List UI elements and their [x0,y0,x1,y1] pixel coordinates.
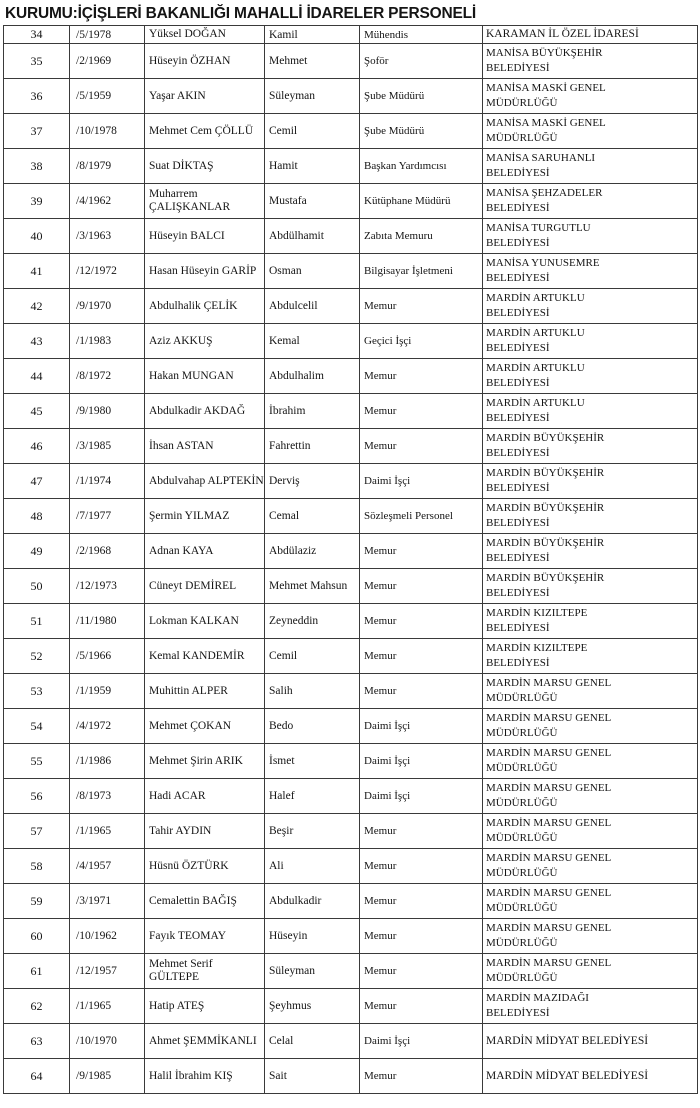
job-title-cell: Daimi İşçi [360,779,483,814]
row-number-cell: 50 [4,569,70,604]
institution-cell [483,674,698,709]
institution-cell [483,569,698,604]
job-title-cell: Mühendis [360,26,483,44]
table-row [4,324,698,359]
row-number-cell: 48 [4,499,70,534]
father-name-cell: Abdulkadir [265,884,360,919]
father-name-cell: Osman [265,254,360,289]
birth-date-cell: /11/1980 [70,604,145,639]
table-row [4,429,698,464]
full-name-cell: Mehmet Cem ÇÖLLÜ [145,114,265,149]
full-name-cell: Aziz AKKUŞ [145,324,265,359]
institution-line-2: MÜDÜRLÜĞÜ [486,937,558,949]
institution-line-2: BELEDİYESİ [486,517,550,529]
row-number-cell: 36 [4,79,70,114]
father-name-cell: Hüseyin [265,919,360,954]
row-number-cell: 52 [4,639,70,674]
full-name-cell: Mehmet ÇOKAN [145,709,265,744]
birth-date-cell: /5/1978 [70,26,145,44]
table-row [4,184,698,219]
birth-date-cell: /1/1986 [70,744,145,779]
table-row [4,254,698,289]
institution-line-1: MARDİN MAZIDAĞI [486,992,589,1004]
job-title-cell: Memur [360,954,483,989]
row-number-cell: 35 [4,44,70,79]
full-name-cell: Yaşar AKIN [145,79,265,114]
institution-cell [483,359,698,394]
job-title-cell: Memur [360,604,483,639]
institution-line-1: MARDİN ARTUKLU [486,397,585,409]
institution-line-1: MARDİN ARTUKLU [486,292,585,304]
table-row [4,639,698,674]
table-row [4,464,698,499]
father-name-cell: Celal [265,1024,360,1059]
institution-cell [483,639,698,674]
father-name-cell: Mustafa [265,184,360,219]
father-name-cell: Cemil [265,114,360,149]
job-title-cell: Daimi İşçi [360,744,483,779]
job-title-cell: Daimi İşçi [360,464,483,499]
table-row [4,779,698,814]
institution-cell [483,184,698,219]
institution-line-1: MARDİN MİDYAT BELEDİYESİ [486,1069,649,1082]
institution-cell [483,604,698,639]
institution-cell [483,464,698,499]
institution-cell [483,289,698,324]
row-number-cell: 63 [4,1024,70,1059]
full-name-cell: Şermin YILMAZ [145,499,265,534]
institution-line-1: MARDİN KIZILTEPE [486,607,588,619]
row-number-cell: 53 [4,674,70,709]
job-title-cell: Memur [360,814,483,849]
institution-line-1: MARDİN BÜYÜKŞEHİR [486,572,605,584]
job-title-cell: Memur [360,534,483,569]
institution-line-2: BELEDİYESİ [486,202,550,214]
job-title-cell: Zabıta Memuru [360,219,483,254]
table-row [4,219,698,254]
institution-line-1: MANİSA SARUHANLI [486,152,596,164]
birth-date-cell: /9/1980 [70,394,145,429]
father-name-cell: Abdulhalim [265,359,360,394]
row-number-cell: 56 [4,779,70,814]
father-name-cell: Abdulcelil [265,289,360,324]
job-title-cell: Bilgisayar İşletmeni [360,254,483,289]
institution-line-2: MÜDÜRLÜĞÜ [486,692,558,704]
institution-line-1: MANİSA YUNUSEMRE [486,257,600,269]
institution-line-2: BELEDİYESİ [486,412,550,424]
institution-cell [483,989,698,1024]
table-row [4,1059,698,1094]
father-name-cell: Salih [265,674,360,709]
institution-cell [483,219,698,254]
birth-date-cell: /12/1973 [70,569,145,604]
birth-date-cell: /7/1977 [70,499,145,534]
institution-line-2: MÜDÜRLÜĞÜ [486,867,558,879]
institution-line-2: BELEDİYESİ [486,447,550,459]
institution-line-2: BELEDİYESİ [486,657,550,669]
birth-date-cell: /10/1962 [70,919,145,954]
institution-line-1: MANİSA TURGUTLU [486,222,591,234]
full-name-cell: Halil İbrahim KIŞ [145,1059,265,1094]
institution-line-1: MARDİN BÜYÜKŞEHİR [486,502,605,514]
institution-cell [483,919,698,954]
full-name-cell: Tahir AYDIN [145,814,265,849]
job-title-cell: Memur [360,569,483,604]
document-title: KURUMU:İÇİŞLERİ BAKANLIĞI MAHALLİ İDARELER PERSONELİ [5,5,476,22]
full-name-cell: Ahmet ŞEMMİKANLI [145,1024,265,1059]
institution-line-1: MARDİN BÜYÜKŞEHİR [486,467,605,479]
father-name-cell: Sait [265,1059,360,1094]
job-title-cell: Daimi İşçi [360,709,483,744]
full-name-cell: Hadi ACAR [145,779,265,814]
full-name-cell: Hatip ATEŞ [145,989,265,1024]
institution-line-2: BELEDİYESİ [486,482,550,494]
institution-cell [483,499,698,534]
birth-date-cell: /1/1965 [70,989,145,1024]
birth-date-cell: /9/1985 [70,1059,145,1094]
full-name-cell: Mehmet Serif GÜLTEPE [145,954,265,989]
father-name-cell: Abdülhamit [265,219,360,254]
institution-line-1: MARDİN MARSU GENEL [486,782,612,794]
full-name-cell: Hüseyin ÖZHAN [145,44,265,79]
row-number-cell: 34 [4,26,70,44]
birth-date-cell: /2/1968 [70,534,145,569]
institution-line-1: MARDİN MARSU GENEL [486,957,612,969]
institution-cell [483,254,698,289]
row-number-cell: 62 [4,989,70,1024]
institution-line-1: MARDİN KIZILTEPE [486,642,588,654]
row-number-cell: 55 [4,744,70,779]
father-name-cell: Derviş [265,464,360,499]
row-number-cell: 58 [4,849,70,884]
institution-cell [483,534,698,569]
institution-line-2: BELEDİYESİ [486,342,550,354]
table-row [4,954,698,989]
institution-line-1: MARDİN MARSU GENEL [486,922,612,934]
institution-cell [483,1024,698,1059]
job-title-cell: Memur [360,989,483,1024]
full-name-cell: Hüseyin BALCI [145,219,265,254]
row-number-cell: 39 [4,184,70,219]
institution-cell [483,954,698,989]
father-name-cell: Ali [265,849,360,884]
full-name-cell: Mehmet Şirin ARIK [145,744,265,779]
table-row [4,569,698,604]
institution-line-2: BELEDİYESİ [486,552,550,564]
institution-line-2: MÜDÜRLÜĞÜ [486,727,558,739]
institution-cell [483,149,698,184]
job-title-cell: Memur [360,359,483,394]
table-row [4,114,698,149]
institution-cell [483,114,698,149]
institution-line-1: MARDİN MARSU GENEL [486,677,612,689]
institution-line-2: BELEDİYESİ [486,622,550,634]
table-row [4,26,698,44]
birth-date-cell: /8/1979 [70,149,145,184]
full-name-cell: Hasan Hüseyin GARİP [145,254,265,289]
institution-line-1: MARDİN MARSU GENEL [486,887,612,899]
institution-line-1: MARDİN ARTUKLU [486,362,585,374]
father-name-cell: İsmet [265,744,360,779]
institution-line-1: MARDİN MARSU GENEL [486,712,612,724]
birth-date-cell: /5/1966 [70,639,145,674]
institution-line-2: MÜDÜRLÜĞÜ [486,972,558,984]
father-name-cell: Kemal [265,324,360,359]
full-name-cell: Lokman KALKAN [145,604,265,639]
row-number-cell: 45 [4,394,70,429]
institution-line-1: MARDİN MARSU GENEL [486,747,612,759]
institution-cell [483,884,698,919]
father-name-cell: Mehmet Mahsun [265,569,360,604]
row-number-cell: 41 [4,254,70,289]
table-row [4,989,698,1024]
institution-cell [483,814,698,849]
row-number-cell: 59 [4,884,70,919]
full-name-cell: Kemal KANDEMİR [145,639,265,674]
institution-cell [483,26,698,44]
full-name-cell: Abdulkadir AKDAĞ [145,394,265,429]
job-title-cell: Memur [360,289,483,324]
row-number-cell: 40 [4,219,70,254]
father-name-cell: Abdülaziz [265,534,360,569]
institution-cell [483,324,698,359]
institution-cell [483,779,698,814]
birth-date-cell: /12/1972 [70,254,145,289]
table-row [4,289,698,324]
row-number-cell: 57 [4,814,70,849]
institution-line-1: MARDİN BÜYÜKŞEHİR [486,432,605,444]
row-number-cell: 47 [4,464,70,499]
birth-date-cell: /4/1957 [70,849,145,884]
institution-line-2: BELEDİYESİ [486,307,550,319]
father-name-cell: Fahrettin [265,429,360,464]
table-row [4,884,698,919]
job-title-cell: Memur [360,849,483,884]
institution-line-2: BELEDİYESİ [486,587,550,599]
personnel-table [3,25,698,1094]
birth-date-cell: /3/1971 [70,884,145,919]
birth-date-cell: /1/1974 [70,464,145,499]
row-number-cell: 43 [4,324,70,359]
father-name-cell: Kamil [265,26,360,44]
father-name-cell: Süleyman [265,954,360,989]
father-name-cell: İbrahim [265,394,360,429]
institution-line-2: MÜDÜRLÜĞÜ [486,832,558,844]
row-number-cell: 54 [4,709,70,744]
job-title-cell: Başkan Yardımcısı [360,149,483,184]
full-name-cell: Yüksel DOĞAN [145,26,265,44]
father-name-cell: Cemal [265,499,360,534]
personnel-table-body [4,26,698,1094]
father-name-cell: Zeyneddin [265,604,360,639]
institution-line-2: BELEDİYESİ [486,237,550,249]
institution-cell [483,429,698,464]
institution-line-1: MARDİN BÜYÜKŞEHİR [486,537,605,549]
institution-cell [483,394,698,429]
job-title-cell: Memur [360,674,483,709]
institution-line-1: MANİSA ŞEHZADELER [486,187,603,199]
father-name-cell: Halef [265,779,360,814]
job-title-cell: Memur [360,394,483,429]
father-name-cell: Cemil [265,639,360,674]
table-row [4,1024,698,1059]
institution-line-2: BELEDİYESİ [486,167,550,179]
job-title-cell: Kütüphane Müdürü [360,184,483,219]
full-name-cell: Abdulhalik ÇELİK [145,289,265,324]
table-row [4,44,698,79]
birth-date-cell: /10/1978 [70,114,145,149]
institution-line-1: MARDİN MARSU GENEL [486,852,612,864]
job-title-cell: Şube Müdürü [360,114,483,149]
institution-cell [483,744,698,779]
table-row [4,674,698,709]
father-name-cell: Hamit [265,149,360,184]
birth-date-cell: /3/1985 [70,429,145,464]
institution-line-1: MARDİN ARTUKLU [486,327,585,339]
full-name-cell: Cüneyt DEMİREL [145,569,265,604]
father-name-cell: Süleyman [265,79,360,114]
row-number-cell: 64 [4,1059,70,1094]
job-title-cell: Şoför [360,44,483,79]
institution-line-1: MANİSA MASKİ GENEL [486,117,606,129]
job-title-cell: Memur [360,429,483,464]
institution-line-2: BELEDİYESİ [486,377,550,389]
institution-line-1: KARAMAN İL ÖZEL İDARESİ [486,28,639,40]
birth-date-cell: /9/1970 [70,289,145,324]
table-row [4,709,698,744]
full-name-cell: Suat DİKTAŞ [145,149,265,184]
father-name-cell: Beşir [265,814,360,849]
father-name-cell: Şeyhmus [265,989,360,1024]
job-title-cell: Memur [360,639,483,674]
institution-line-2: MÜDÜRLÜĞÜ [486,797,558,809]
table-row [4,79,698,114]
institution-cell [483,44,698,79]
full-name-cell: Adnan KAYA [145,534,265,569]
table-row [4,814,698,849]
row-number-cell: 60 [4,919,70,954]
institution-line-2: MÜDÜRLÜĞÜ [486,902,558,914]
father-name-cell: Mehmet [265,44,360,79]
row-number-cell: 61 [4,954,70,989]
row-number-cell: 46 [4,429,70,464]
institution-line-2: BELEDİYESİ [486,1007,550,1019]
row-number-cell: 38 [4,149,70,184]
institution-line-1: MARDİN MARSU GENEL [486,817,612,829]
job-title-cell: Memur [360,1059,483,1094]
job-title-cell: Şube Müdürü [360,79,483,114]
institution-line-2: MÜDÜRLÜĞÜ [486,97,558,109]
full-name-cell: Muhittin ALPER [145,674,265,709]
birth-date-cell: /4/1962 [70,184,145,219]
birth-date-cell: /4/1972 [70,709,145,744]
row-number-cell: 42 [4,289,70,324]
table-row [4,394,698,429]
birth-date-cell: /2/1969 [70,44,145,79]
birth-date-cell: /12/1957 [70,954,145,989]
row-number-cell: 44 [4,359,70,394]
institution-cell [483,709,698,744]
institution-cell [483,1059,698,1094]
birth-date-cell: /1/1965 [70,814,145,849]
full-name-cell: Hüsnü ÖZTÜRK [145,849,265,884]
full-name-cell: Cemalettin BAĞIŞ [145,884,265,919]
full-name-cell: Abdulvahap ALPTEKİN [145,464,265,499]
institution-line-2: BELEDİYESİ [486,62,550,74]
institution-cell [483,849,698,884]
institution-line-1: MANİSA BÜYÜKŞEHİR [486,47,603,59]
full-name-cell: Hakan MUNGAN [145,359,265,394]
table-row [4,534,698,569]
birth-date-cell: /1/1959 [70,674,145,709]
table-row [4,744,698,779]
full-name-cell: İhsan ASTAN [145,429,265,464]
institution-line-1: MANİSA MASKİ GENEL [486,82,606,94]
institution-cell [483,79,698,114]
job-title-cell: Memur [360,884,483,919]
birth-date-cell: /10/1970 [70,1024,145,1059]
job-title-cell: Daimi İşçi [360,1024,483,1059]
table-row [4,499,698,534]
institution-line-2: BELEDİYESİ [486,272,550,284]
institution-line-2: MÜDÜRLÜĞÜ [486,132,558,144]
birth-date-cell: /8/1972 [70,359,145,394]
table-row [4,604,698,639]
birth-date-cell: /8/1973 [70,779,145,814]
father-name-cell: Bedo [265,709,360,744]
table-row [4,149,698,184]
table-row [4,849,698,884]
table-row [4,359,698,394]
birth-date-cell: /1/1983 [70,324,145,359]
table-row [4,919,698,954]
row-number-cell: 51 [4,604,70,639]
full-name-cell: Fayık TEOMAY [145,919,265,954]
row-number-cell: 37 [4,114,70,149]
job-title-cell: Sözleşmeli Personel [360,499,483,534]
full-name-cell: Muharrem ÇALIŞKANLAR [145,184,265,219]
institution-line-1: MARDİN MİDYAT BELEDİYESİ [486,1034,649,1047]
row-number-cell: 49 [4,534,70,569]
job-title-cell: Memur [360,919,483,954]
job-title-cell: Geçici İşçi [360,324,483,359]
institution-line-2: MÜDÜRLÜĞÜ [486,762,558,774]
birth-date-cell: /3/1963 [70,219,145,254]
birth-date-cell: /5/1959 [70,79,145,114]
